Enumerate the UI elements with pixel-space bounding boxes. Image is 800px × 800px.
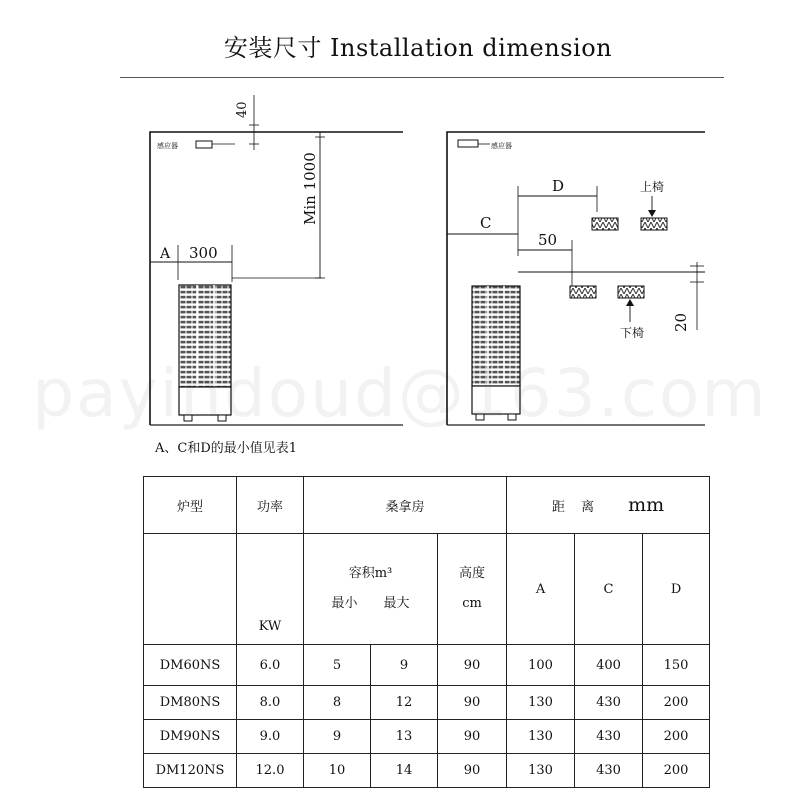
header-volume-label: 容积m³ — [348, 566, 393, 581]
dim-a-label: A — [160, 246, 171, 262]
cell-model: DM80NS — [144, 686, 237, 720]
dim-c-label: C — [480, 214, 492, 232]
cell-vmax: 12 — [371, 686, 438, 720]
cell-height: 90 — [438, 645, 507, 686]
header-height — [438, 534, 507, 645]
upper-bench-arrow — [648, 210, 656, 217]
spec-table — [143, 476, 710, 788]
cell-vmin: 9 — [304, 720, 371, 754]
cell-d: 150 — [643, 645, 710, 686]
cell-d: 200 — [643, 720, 710, 754]
cell-height: 90 — [438, 686, 507, 720]
header-d: D — [643, 534, 710, 645]
upper-bench-tile-2 — [641, 218, 667, 230]
header-model: 炉型 — [144, 477, 237, 534]
header-min: 最小 — [331, 596, 358, 611]
page-title: 安装尺寸 Installation dimension — [223, 34, 613, 62]
header-kw: KW — [237, 534, 304, 645]
cell-a: 130 — [507, 720, 575, 754]
cell-vmin: 5 — [304, 645, 371, 686]
right-sensor-label: 感应器 — [491, 142, 512, 150]
cell-d: 200 — [643, 754, 710, 788]
header-volume-range — [304, 589, 437, 619]
cell-d: 200 — [643, 686, 710, 720]
header-power: 功率 — [237, 477, 304, 534]
cell-model: DM60NS — [144, 645, 237, 686]
header-height-unit: cm — [462, 596, 482, 611]
cell-a: 130 — [507, 754, 575, 788]
cell-vmin: 8 — [304, 686, 371, 720]
right-sensor — [458, 140, 478, 147]
cell-height: 90 — [438, 720, 507, 754]
dim-40-label: 40 — [235, 101, 250, 118]
left-sensor-label: 感应器 — [157, 142, 178, 150]
lower-bench-arrow — [626, 299, 634, 306]
header-model-blank — [144, 534, 237, 645]
table-row — [144, 686, 710, 720]
cell-c: 430 — [575, 754, 643, 788]
cell-c: 430 — [575, 720, 643, 754]
title-rule — [120, 77, 724, 78]
cell-model: DM90NS — [144, 720, 237, 754]
cell-height: 90 — [438, 754, 507, 788]
lower-bench-tile-2 — [618, 286, 644, 298]
cell-kw: 12.0 — [237, 754, 304, 788]
cell-a: 130 — [507, 686, 575, 720]
header-c: C — [575, 534, 643, 645]
table-row — [144, 645, 710, 686]
cell-c: 400 — [575, 645, 643, 686]
header-distance — [507, 477, 710, 534]
header-height-label: 高度 — [459, 566, 486, 581]
dim-300-label: 300 — [189, 244, 218, 262]
cell-kw: 8.0 — [237, 686, 304, 720]
cell-kw: 6.0 — [237, 645, 304, 686]
cell-model: DM120NS — [144, 754, 237, 788]
dim-50-label: 50 — [538, 231, 558, 249]
dim-20-label: 20 — [672, 312, 690, 332]
dim-d-label: D — [552, 177, 565, 195]
header-sauna: 桑拿房 — [304, 477, 507, 534]
cell-a: 100 — [507, 645, 575, 686]
upper-bench-tile-1 — [592, 218, 618, 230]
header-max: 最大 — [383, 596, 410, 611]
watermark: payindoud@163.com — [32, 355, 768, 432]
cell-vmax: 14 — [371, 754, 438, 788]
table-row — [144, 754, 710, 788]
header-volume — [304, 534, 438, 645]
dim-1000-label: Min 1000 — [301, 152, 319, 225]
spec-table-body — [144, 645, 710, 788]
cell-kw: 9.0 — [237, 720, 304, 754]
table-note: A、C和D的最小值见表1 — [155, 441, 298, 456]
left-sensor — [196, 141, 212, 148]
cell-vmax: 13 — [371, 720, 438, 754]
upper-bench-label: 上椅 — [640, 180, 665, 194]
cell-vmax: 9 — [371, 645, 438, 686]
cell-vmin: 10 — [304, 754, 371, 788]
header-distance-unit: mm — [628, 494, 665, 516]
lower-bench-tile-1 — [570, 286, 596, 298]
lower-bench-label: 下椅 — [620, 326, 645, 340]
table-row — [144, 720, 710, 754]
cell-c: 430 — [575, 686, 643, 720]
header-distance-label: 距 离 — [551, 500, 601, 515]
header-a: A — [507, 534, 575, 645]
